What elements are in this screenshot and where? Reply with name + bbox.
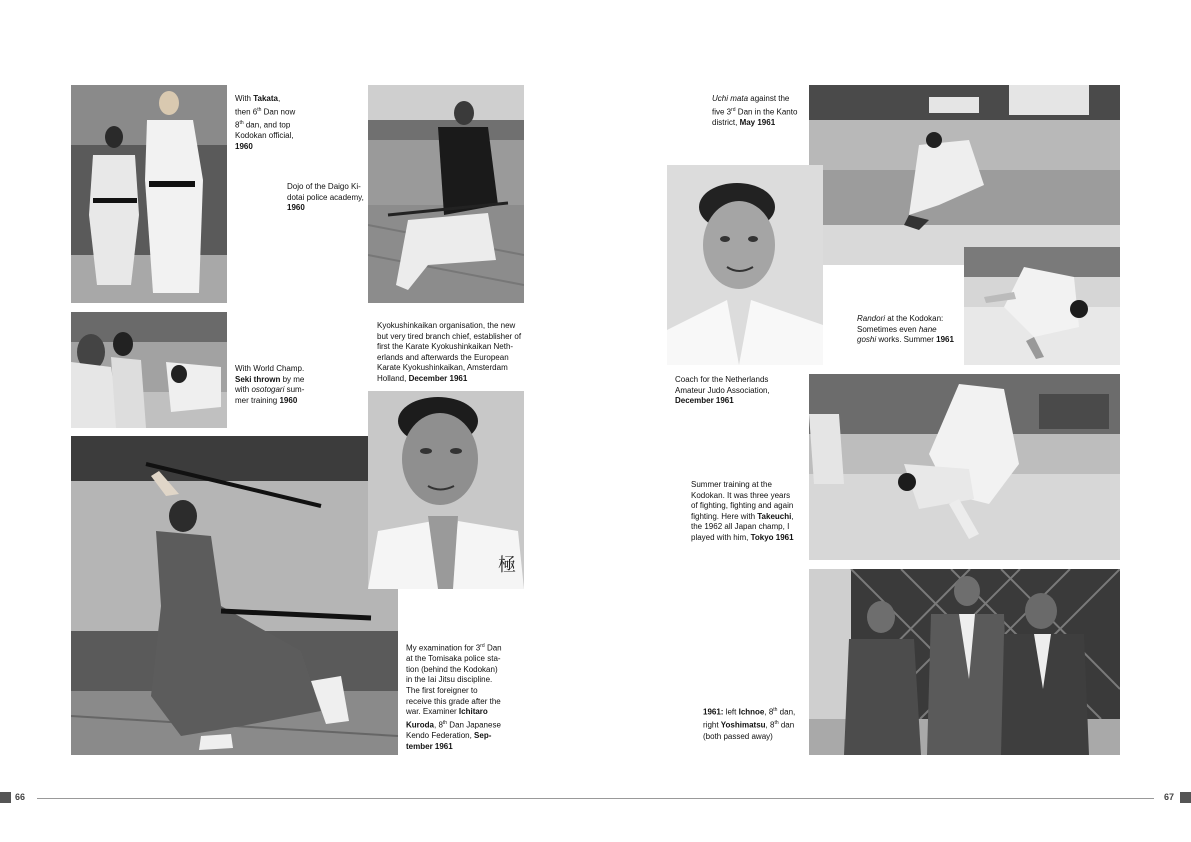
caption-sup: th (773, 707, 778, 713)
caption-sup: rd (731, 106, 736, 113)
caption-year: 1961 (936, 335, 954, 345)
caption-text: , (791, 511, 794, 521)
caption-text: Coach for the Netherlands (675, 375, 769, 384)
photo-iai-examination (71, 436, 398, 755)
caption-text: played with him, (691, 532, 751, 542)
caption-text: at the Tomisaka police sta- (406, 654, 501, 664)
caption-sup: th (442, 719, 448, 726)
photo-uchi-mata (809, 85, 1120, 265)
caption-text: Dan in the Kanto (735, 107, 798, 117)
caption-name: Kuroda (406, 720, 434, 730)
caption-ichnoe (703, 705, 803, 742)
caption-text: Sometimes even (857, 324, 919, 334)
caption-text: 8 (235, 120, 240, 130)
caption-year: 1960 (287, 203, 305, 213)
photo-daigo-dojo (368, 85, 524, 303)
caption-text: The first foreigner to (406, 686, 478, 696)
svg-text:極: 極 (498, 555, 516, 576)
caption-name: Takata (253, 94, 278, 103)
footer-rule (37, 798, 1154, 799)
caption-date: May 1961 (739, 117, 776, 127)
caption-text: district, (712, 117, 740, 127)
caption-text: dan (778, 720, 795, 730)
caption-date: Sep- (474, 731, 492, 741)
caption-name: Takeuchi (757, 511, 792, 521)
caption-year: 1960 (235, 141, 253, 151)
page-number-right: 67 (1164, 792, 1175, 802)
caption-uchimata (712, 94, 807, 128)
caption-date: Tokyo 1961 (750, 532, 794, 542)
photo-takata-standing (71, 85, 227, 303)
caption-technique: osotogari (251, 385, 285, 395)
caption-text: erlands and afterwards the European (377, 352, 509, 362)
caption-date: December 1961 (675, 396, 734, 406)
caption-text: war. Examiner (406, 707, 459, 717)
caption-summer (691, 480, 806, 544)
caption-text: mer training (235, 395, 280, 405)
caption-text: tion (behind the Kodokan) (406, 664, 498, 674)
caption-text: Dan (484, 643, 502, 653)
caption-text: against the (748, 94, 790, 103)
caption-text: Dan Japanese (447, 720, 501, 730)
caption-text: fighting. Here with (691, 511, 758, 521)
photo-portrait-coach (667, 165, 823, 365)
caption-seki (235, 364, 335, 406)
caption-text: With (235, 94, 254, 103)
caption-name: Yoshimatsu (720, 720, 766, 730)
caption-text: Kodokan official, (235, 131, 294, 141)
caption-name: Ichnoe (738, 707, 765, 717)
photo-ichnoe-yoshimatsu (809, 569, 1120, 755)
caption-text: , 8 (765, 720, 775, 730)
caption-sup: th (239, 119, 244, 126)
caption-daigo (287, 182, 367, 214)
caption-text: Dojo of the Daigo Ki- (287, 182, 361, 191)
caption-text: but very tired branch chief, establisher of (377, 331, 522, 341)
caption-text: , 8 (434, 720, 443, 730)
caption-sup: th (774, 720, 779, 727)
caption-technique: Randori (857, 314, 886, 323)
caption-text: , (278, 94, 281, 103)
caption-text: first the Karate Kyokushinkaikan Neth- (377, 342, 514, 352)
caption-text: Amateur Judo Association, (675, 385, 770, 395)
caption-date: December 1961 (408, 373, 468, 383)
photo-seki-throw (71, 312, 227, 428)
caption-text: , 8 (764, 707, 774, 717)
caption-coach (675, 375, 805, 407)
caption-text: Karate Kyokushinkaikan, Amsterdam (377, 363, 508, 373)
caption-year: 1961: (703, 707, 724, 717)
caption-text: Holland, (377, 373, 409, 383)
caption-text: dan, (777, 707, 796, 717)
caption-text: in the Iai Jitsu discipline. (406, 675, 493, 685)
caption-text: with (235, 385, 252, 395)
page-number-left: 66 (15, 792, 26, 802)
caption-text: sum- (284, 385, 305, 395)
caption-sup: rd (480, 643, 485, 649)
caption-text: of fighting, fighting and again (691, 501, 794, 511)
caption-name: Seki thrown (235, 374, 281, 384)
caption-text: Kyokushinkaikan organisation, the new (377, 321, 516, 330)
caption-text: the 1962 all Japan champ, I (691, 522, 790, 532)
caption-text: dan, and top (243, 120, 291, 130)
caption-sup: th (257, 106, 262, 113)
caption-text: Kendo Federation, (406, 731, 475, 741)
caption-randori (857, 314, 962, 346)
photo-karate-portrait (368, 391, 524, 589)
caption-text: works. Summer (876, 335, 937, 345)
caption-text: Summer training at the (691, 480, 772, 489)
caption-text: then 6 (235, 107, 258, 117)
caption-technique: hane (918, 324, 937, 334)
page-marker-left (0, 792, 11, 803)
caption-text: (both passed away) (703, 731, 773, 741)
caption-text: at the Kodokan: (885, 314, 944, 323)
caption-text: dotai police academy, (287, 192, 364, 202)
caption-text: right (703, 720, 721, 730)
caption-text: by me (280, 374, 305, 384)
photo-summer-training (809, 374, 1120, 560)
caption-name: Ichitaro (458, 707, 488, 717)
caption-text: five 3 (712, 107, 732, 117)
photo-randori (964, 247, 1120, 365)
caption-text: Dan now (261, 107, 296, 117)
caption-text: left (723, 707, 739, 717)
caption-text: With World Champ. (235, 364, 305, 373)
caption-takata (235, 94, 335, 152)
caption-kyokushin (377, 321, 527, 385)
caption-technique: Uchi mata (712, 94, 749, 103)
caption-text: Kodokan. It was three years (691, 490, 791, 500)
caption-exam (406, 641, 516, 752)
caption-date: tember 1961 (406, 741, 453, 751)
caption-year: 1960 (279, 395, 298, 405)
caption-technique: goshi (857, 335, 877, 345)
caption-text: My examination for 3 (406, 643, 481, 653)
page-marker-right (1180, 792, 1191, 803)
caption-text: receive this grade after the (406, 696, 501, 706)
